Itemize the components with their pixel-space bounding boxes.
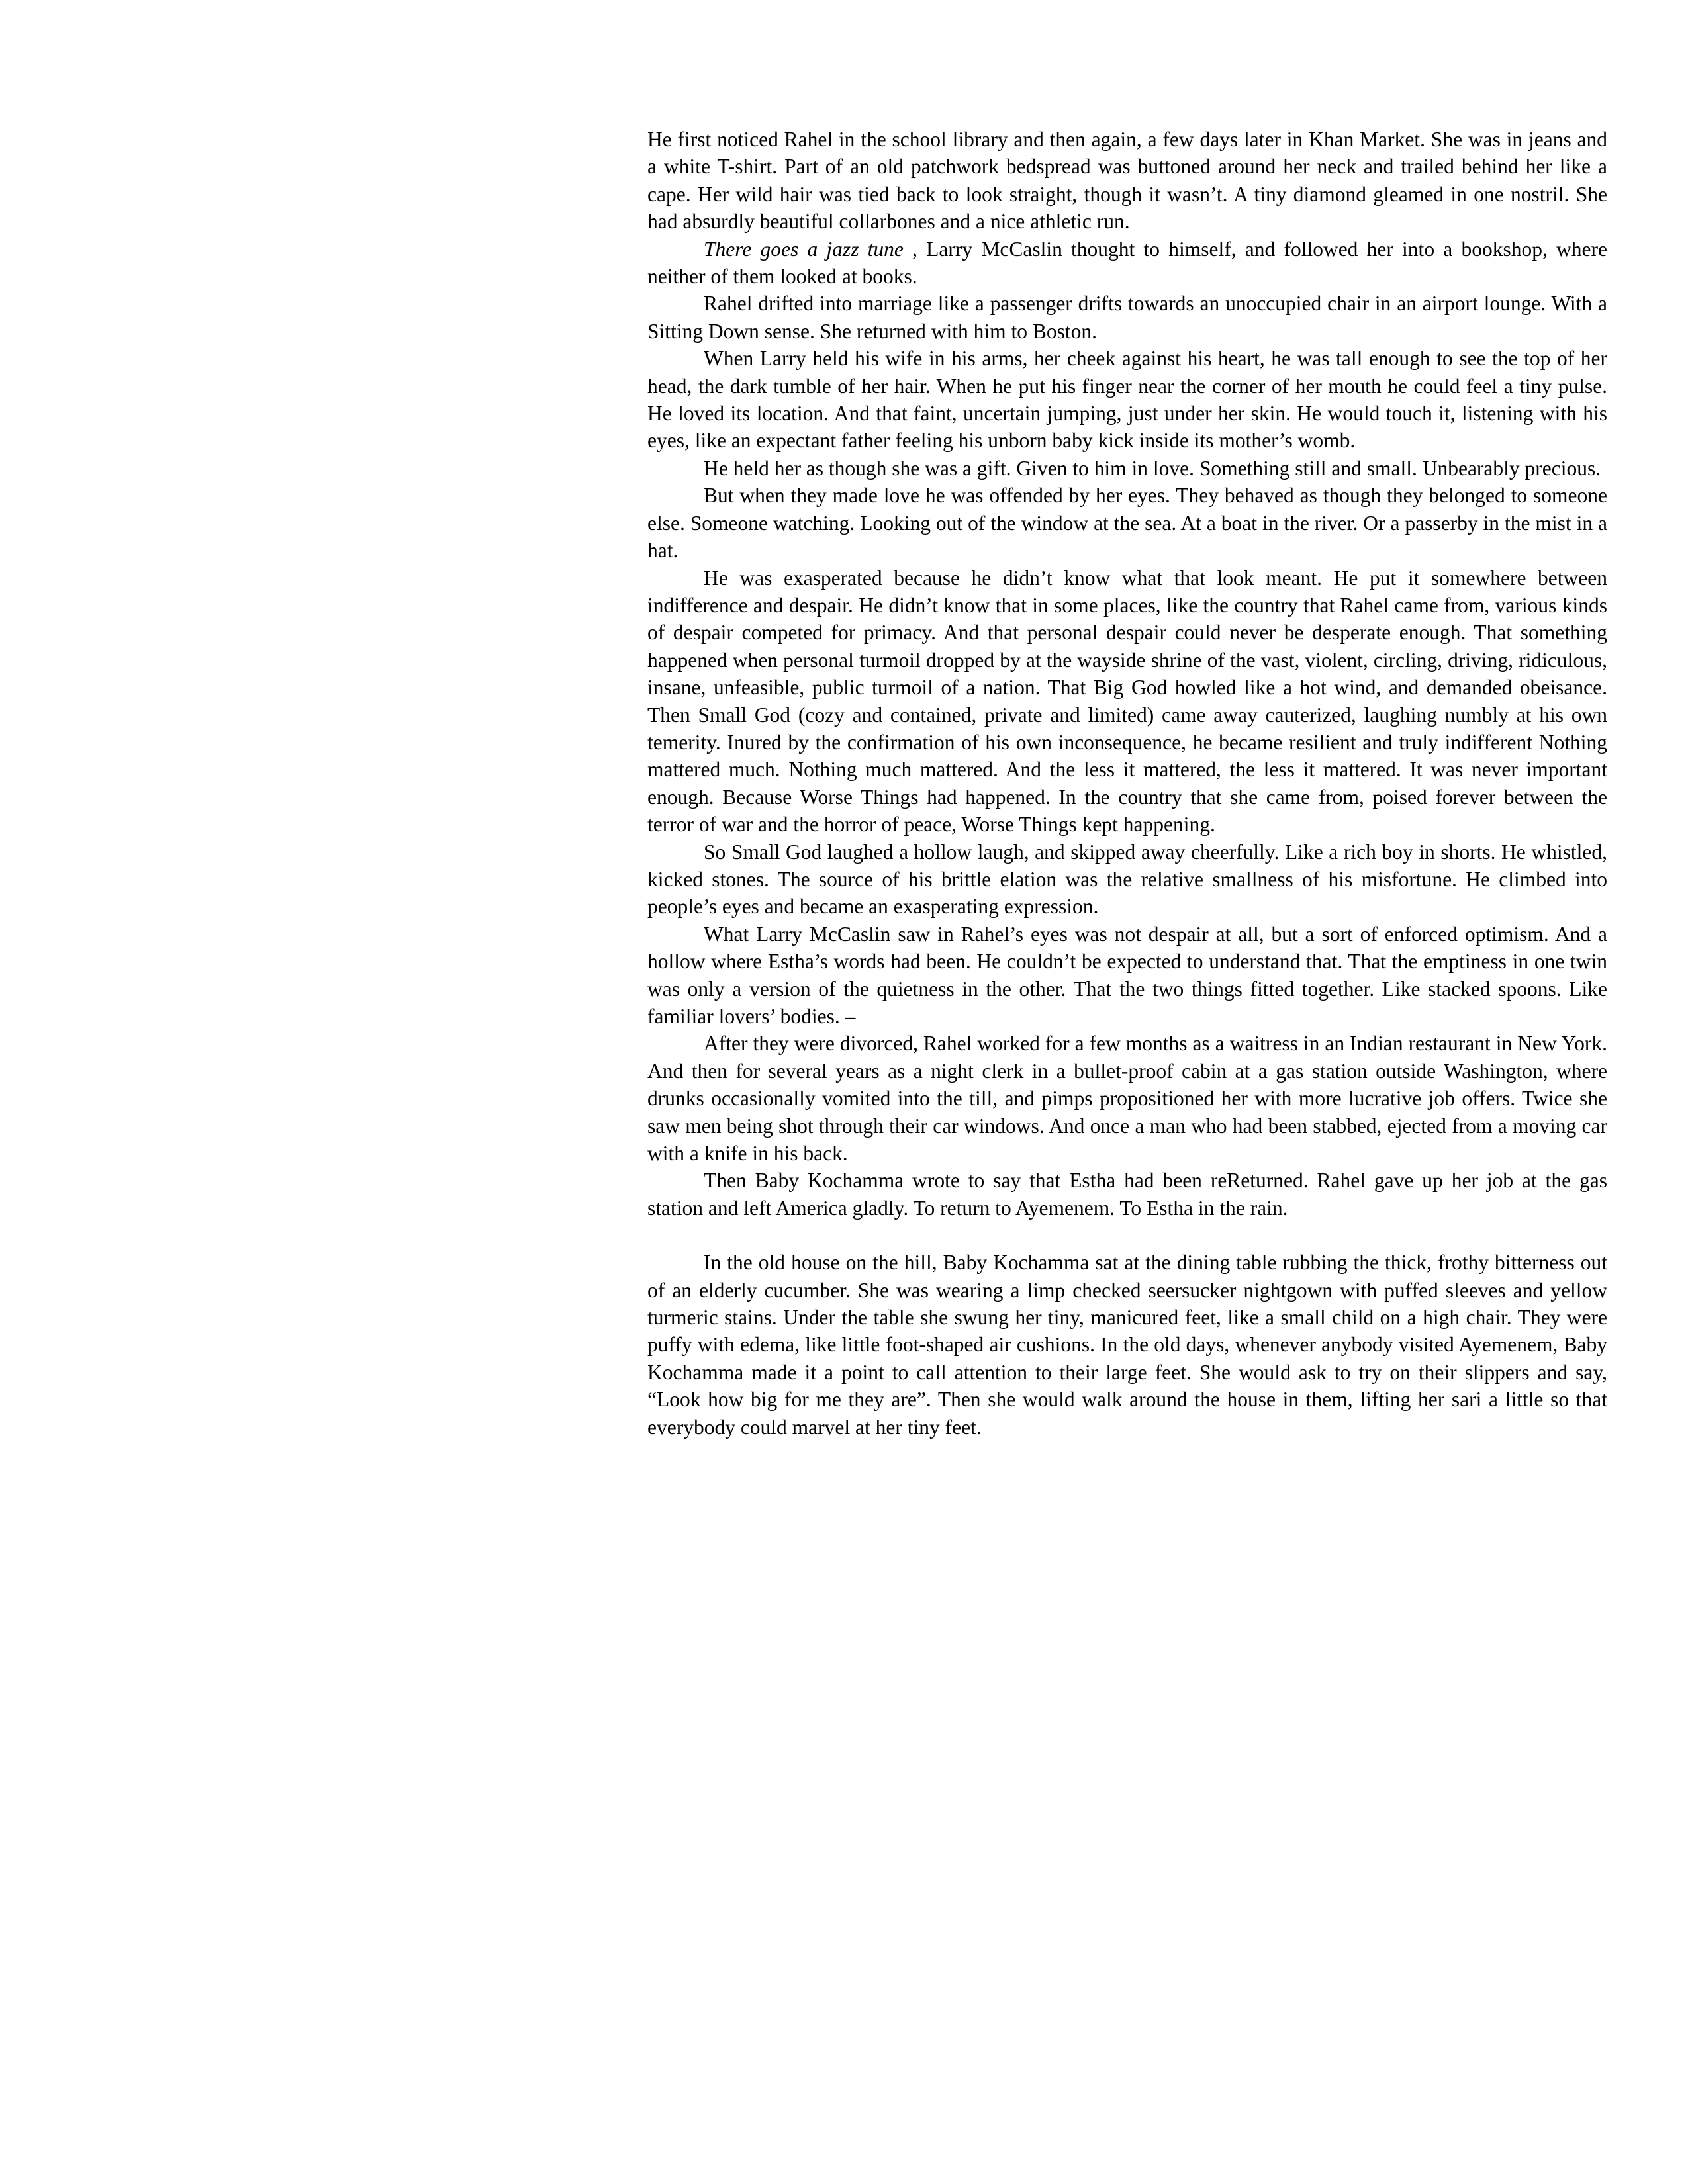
paragraph: After they were divorced, Rahel worked for a few months as a waitress in an Indian restaurant in New York. And then for several years as a night clerk in a bullet-proof cabin at a gas station outside Washington, where drunks occasionally vomited into the till, and pimps propositioned her with more lucrative job offers. Twice she saw men being shot through their car windows. And once a man who had been stabbed, ejected from a moving car with a knife in his back. — [647, 1032, 1607, 1165]
paragraph: Rahel drifted into marriage like a passenger drifts towards an unoccupied chair in an airport lounge. With a Sitting Down sense. She returned with him to Boston. — [647, 292, 1607, 343]
paragraph: So Small God laughed a hollow laugh, and skipped away cheerfully. Like a rich boy in shorts. He whistled, kicked stones. The source of his brittle elation was the relative smallness of his misfortune. He climbed into people’s eyes and became an exasperating expression. — [647, 840, 1607, 919]
paragraph: When Larry held his wife in his arms, her cheek against his heart, he was tall enough to see the top of her head, the dark tumble of her hair. When he put his finger near the corner of her mouth he could feel a tiny pulse. He loved its location. And that faint, uncertain jumping, just under her skin. He would touch it, listening with his eyes, like an expectant father feeling his unborn baby kick inside its mother’s womb. — [647, 347, 1607, 453]
text-column — [647, 126, 1607, 1441]
paragraph: Then Baby Kochamma wrote to say that Estha had been reReturned. Rahel gave up her job at the gas station and left America gladly. To return to Ayemenem. To Estha in the rain. — [647, 1169, 1607, 1220]
paragraph: In the old house on the hill, Baby Kochamma sat at the dining table rubbing the thick, frothy bitterness out of an elderly cucumber. She was wearing a limp checked seersucker nightgown with puffed sleeves and yellow turmeric stains. Under the table she swung her tiny, manicured feet, like a small child on a high chair. They were puffy with edema, like little foot-shaped air cushions. In the old days, whenever anybody visited Ayemenem, Baby Kochamma made it a point to call attention to their large feet. She would ask to try on their slippers and say, “Look how big for me they are”. Then she would walk around the house in them, lifting her sari a little so that everybody could marvel at her tiny feet. — [647, 1251, 1607, 1439]
paragraph: He was exasperated because he didn’t know what that look meant. He put it somewhere between indifference and despair. He didn’t know that in some places, like the country that Rahel came from, various kinds of despair competed for primacy. And that personal despair could never be desperate enough. That something happened when personal turmoil dropped by at the wayside shrine of the vast, violent, circling, driving, ridiculous, insane, unfeasible, public turmoil of a nation. That Big God howled like a hot wind, and demanded obeisance. Then Small God (cozy and contained, private and limited) came away cauterized, laughing numbly at his own temerity. Inured by the confirmation of his own inconsequence, he became resilient and truly indifferent Nothing mattered much. Nothing much mattered. And the less it mattered, the less it mattered. It was never important enough. Because Worse Things had happened. In the country that she came from, poised forever between the terror of war and the horror of peace, Worse Things kept happening. — [647, 566, 1607, 837]
paragraph: What Larry McCaslin saw in Rahel’s eyes was not despair at all, but a sort of enforced optimism. And a hollow where Estha’s words had been. He couldn’t be expected to understand that. That the emptiness in one twin was only a version of the quietness in the other. That the two things fitted together. Like stacked spoons. Like familiar lovers’ bodies. – — [647, 922, 1607, 1028]
paragraph: He first noticed Rahel in the school library and then again, a few days later in Khan Market. She was in jeans and a white T-shirt. Part of an old patchwork bedspread was buttoned around her neck and trailed behind her like a cape. Her wild hair was tied back to look straight, though it wasn’t. A tiny diamond gleamed in one nostril. She had absurdly beautiful collarbones and a nice athletic run. — [647, 128, 1607, 234]
italic-phrase: There goes a jazz tune — [704, 237, 904, 261]
paragraph: He held her as though she was a gift. Given to him in love. Something still and small. Unbearably precious. — [704, 456, 1601, 480]
paragraph-text: , Larry McCaslin thought to himself, and followed her into a bookshop, where neither of them looked at books. — [647, 237, 1607, 289]
paragraph — [647, 236, 1607, 291]
paragraph: But when they made love he was offended by her eyes. They behaved as though they belonged to someone else. Someone watching. Looking out of the window at the sea. At a boat in the river. Or a passerby in the mist in a hat. — [647, 484, 1607, 563]
